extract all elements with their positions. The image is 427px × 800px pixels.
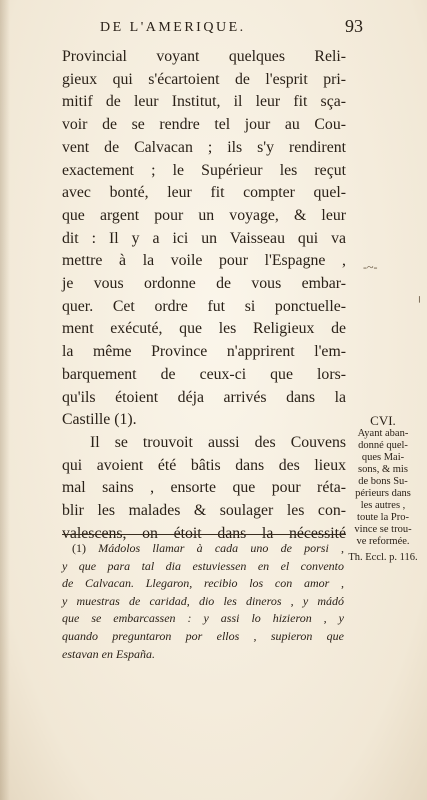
text-line: voir de se rendre tel jour au Cou- <box>62 116 346 134</box>
margin-note-line: les autres , <box>360 500 406 511</box>
text-line: la même Province n'apprirent l'em- <box>62 343 346 361</box>
margin-note-line: vince se trou- <box>354 524 412 535</box>
margin-tick: ╷ <box>416 291 423 303</box>
text-line: blir les malades & soulager les con- <box>62 502 346 520</box>
footnote-line: y muestras de caridad, dio les dineros , y mádó <box>62 593 344 608</box>
text-line: mal sains , ensorte que pour réta- <box>62 479 346 497</box>
main-text <box>62 46 346 545</box>
footnote-line: de Calvacan. Llegaron, recibio los con amor , <box>62 576 344 591</box>
margin-note <box>342 414 424 564</box>
text-line: mettre à la voile pour l'Espagne , <box>62 252 346 270</box>
text-line: exactement ; le Supérieur les reçut <box>62 161 346 179</box>
footnote-rule <box>62 534 346 535</box>
margin-note-line: ve reformée. <box>356 536 410 547</box>
page-number: 93 <box>345 16 363 36</box>
text-line: gieux qui s'écartoient de l'esprit pri- <box>62 70 346 88</box>
text-line: que argent pour un voyage, & leur <box>62 206 346 224</box>
margin-note-line: ques Mai- <box>361 452 405 463</box>
margin-note-reference: Th. Eccl. p. 116. <box>348 552 418 563</box>
footnote <box>62 540 344 663</box>
text-line: ment exécuté, que les Religieux de <box>62 320 346 338</box>
margin-note-line: de bons Su- <box>358 476 408 487</box>
margin-note-line: sons, & mis <box>358 464 408 475</box>
text-line: je vous ordonne de vous embar- <box>62 275 346 293</box>
margin-note-line: toute la Pro- <box>357 512 409 523</box>
margin-mark: -~- <box>363 260 378 274</box>
text-line: Provincial voyant quelques Reli- <box>62 48 346 65</box>
footnote-line: quando preguntaron por ellos , supieron que <box>62 628 344 643</box>
text-line: barquement de ceux-ci que lors- <box>62 365 346 383</box>
footnote-line: que se embarcassen : y assi lo hizieron , y <box>62 611 344 626</box>
footnote-text: Mádolos llamar à cada uno de porsi , <box>98 541 344 555</box>
running-head: DE L'AMERIQUE. <box>100 20 246 35</box>
text-line: quer. Cet ordre fut si ponctuelle- <box>62 297 346 315</box>
text-line: Il se trouvoit aussi des Couvens <box>90 433 346 451</box>
gutter-shadow <box>0 0 10 800</box>
text-line: qu'ils étoient déja arrivés dans la <box>62 388 346 406</box>
footnote-line: y que para tal dia estuviessen en el convento <box>62 558 344 573</box>
text-line: mitif de leur Institut, il leur fit sça- <box>62 93 346 111</box>
text-line: vent de Calvacan ; ils s'y rendirent <box>62 138 346 156</box>
text-line: avec bonté, leur fit compter quel- <box>62 184 346 202</box>
page-header <box>0 14 427 38</box>
margin-note-line: donné quel- <box>358 440 408 451</box>
text-line: dit : Il y a ici un Vaisseau qui va <box>62 229 346 247</box>
footnote-first-line <box>62 540 344 558</box>
text-line: Castille (1). <box>62 411 137 429</box>
margin-note-line: périeurs dans <box>355 488 411 499</box>
text-line: valescens, on étoit dans la nécessité <box>62 524 346 542</box>
text-line: qui avoient été bâtis dans des lieux <box>62 456 346 474</box>
footnote-number: (1) <box>72 541 86 555</box>
margin-note-number: CVI. <box>370 413 396 428</box>
footnote-line: estavan en España. <box>62 646 155 661</box>
margin-note-line: Ayant aban- <box>357 428 409 439</box>
